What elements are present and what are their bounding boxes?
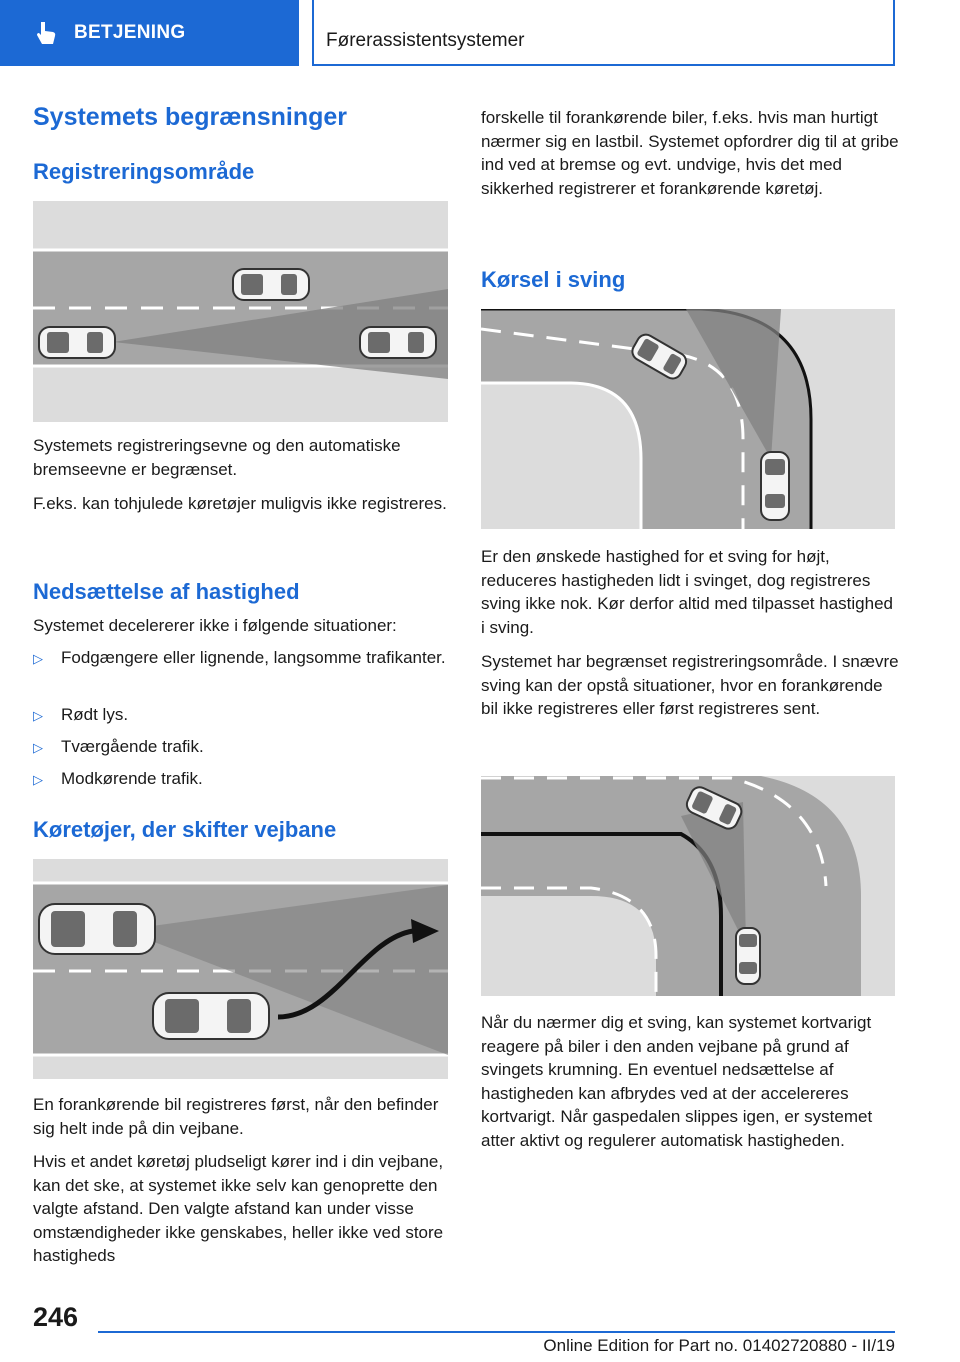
edition-label: Online Edition for Part no. 01402720880 - II/19 (543, 1336, 895, 1355)
car-ahead-icon (761, 452, 789, 520)
figure-curve-braking (481, 309, 895, 529)
car-own-icon (39, 327, 115, 358)
list-item: ▷ Fodgængere eller lignende, langsomme trafikanter. (33, 646, 453, 670)
page-title: Systemets begrænsninger (33, 103, 347, 131)
list-item: ▷ Rødt lys. (33, 703, 453, 727)
triangle-bullet-icon: ▷ (33, 740, 43, 755)
car-ahead-icon (736, 928, 760, 984)
page-number: 246 (33, 1302, 79, 1332)
car-cutting-in-icon (153, 993, 269, 1039)
hand-pointer-icon (36, 20, 58, 46)
figure-detection-range (33, 201, 448, 422)
footer-divider (98, 1331, 895, 1333)
triangle-bullet-icon: ▷ (33, 772, 43, 787)
section-label: BETJENING (74, 22, 186, 43)
paragraph-detection-limited: Systemets registreringsevne og den automatiske bremseevne er begrænset. (33, 436, 401, 479)
figure-lane-change (33, 859, 448, 1079)
paragraph-tight-curves: Systemet har begrænset registreringsområde. I snævre sving kan der opstå situationer, hvor en forankørende bil ikke registreres eller først registreres sent. (481, 652, 899, 718)
heading-registration-area: Registreringsområde (33, 159, 255, 184)
paragraph-curve-speed: Er den ønskede hastighed for et sving for højt, reduceres hastigheden lidt i svinget, dog registreres sving ikke nok. Kør derfor altid med tilpasset hastighed i sving. (481, 547, 893, 637)
section-tab[interactable] (0, 0, 299, 66)
heading-cornering: Kørsel i sving (481, 267, 626, 292)
heading-speed-reduction: Nedsættelse af hastighed (33, 579, 300, 604)
triangle-bullet-icon: ▷ (33, 708, 43, 723)
car-own-icon (39, 904, 155, 954)
car-front-icon (233, 269, 309, 300)
figure-curve-other-lane (481, 776, 895, 996)
paragraph-car-detected: En forankørende bil registreres først, når den befinder sig helt inde på din vejbane. (33, 1095, 439, 1138)
triangle-bullet-icon: ▷ (33, 651, 43, 666)
list-item: ▷ Modkørende trafik. (33, 767, 453, 791)
paragraph-cut-in: Hvis et andet køretøj pludseligt kører ind i din vejbane, kan det ske, at systemet ikke selv kan genoprette den valgte afstand. Den valgte afstand kan under visse omstændigheder ikke genskabes, heller ikke ved store hastigheds (33, 1152, 444, 1265)
paragraph-other-lane-reaction: Når du nærmer dig et sving, kan systemet kortvarigt reagere på biler i den anden vejbane på grund af svingets krumning. En eventuel nedsættelse af hastigheden kan afbrydes ved at der accelereres kortvarigt. Når gaspedalen slippes igen, er systemet atter aktivt og regulerer automatisk hastigheden. (481, 1013, 873, 1150)
heading-lane-change: Køretøjer, der skifter vejbane (33, 817, 337, 842)
list-item: ▷ Tværgående trafik. (33, 735, 453, 759)
paragraph-no-deceleration: Systemet decelererer ikke i følgende situationer: (33, 616, 397, 635)
car-ahead-icon (360, 327, 436, 358)
chapter-title: Førerassistentsystemer (312, 0, 895, 66)
paragraph-two-wheelers: F.eks. kan tohjulede køretøjer muligvis ikke registreres. (33, 494, 447, 513)
paragraph-speed-differences: forskelle til forankørende biler, f.eks. hvis man hurtigt nærmer sig en lastbil. Systemet opfordrer dig til at gribe ind ved at bremse og evt. undvige, hvis det med sikkerhed registrerer et forankørende køretøj. (481, 108, 899, 198)
